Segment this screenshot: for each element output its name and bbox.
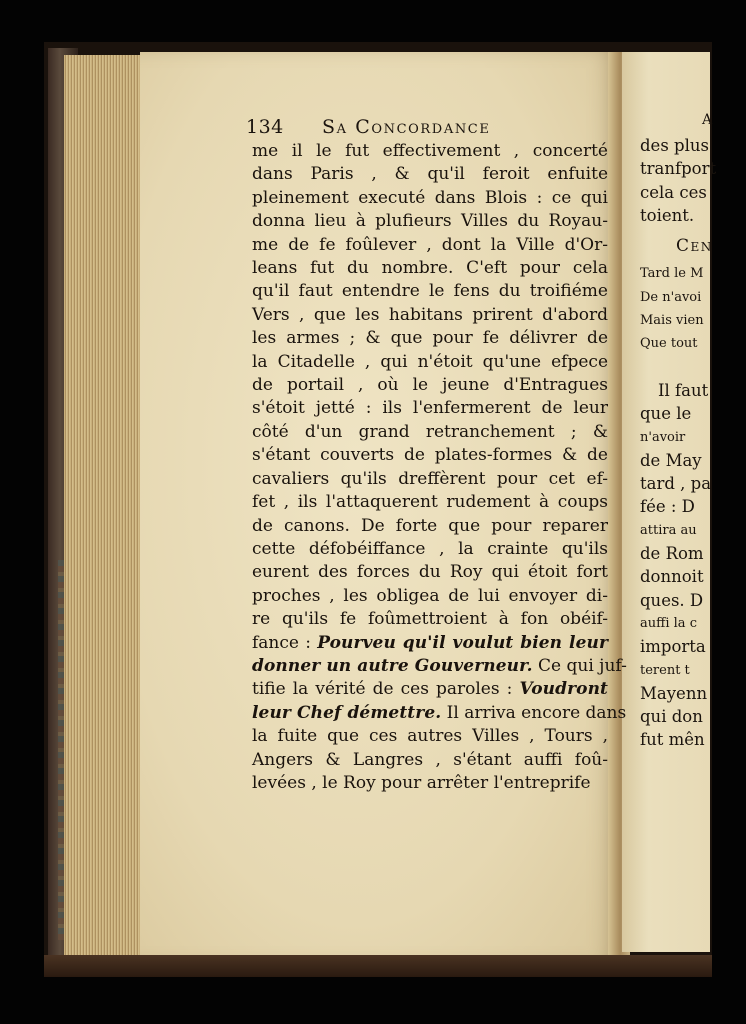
text-line [252,421,608,444]
text-segment: la Citadelle , qui n'étoit qu'une efpece [252,351,608,372]
right-text-line: auffi la c [640,615,697,631]
text-segment: leans fut du nombre. C'eft pour cela [252,258,608,279]
text-line [252,444,608,467]
text-line [252,163,608,186]
text-segment: Il arriva encore dans [441,702,627,723]
text-segment: donna lieu à plufieurs Villes du Royau- [252,211,608,232]
text-segment: fet , ils l'attaquerent rudement à coups [252,492,608,513]
text-segment: eurent des forces du Roy qui étoit fort [252,562,608,583]
text-line [252,515,608,538]
right-text-line: que le [640,404,692,424]
text-segment: de portail , où le jeune d'Entragues [252,375,608,396]
right-text-line: qui don [640,707,703,727]
text-line [252,772,608,795]
text-line [252,538,608,561]
italic-quote: leur Chef démettre. [252,702,442,723]
right-text-line: donnoit [640,567,704,587]
text-segment: me de fe foûlever , dont la Ville d'Or- [252,234,608,255]
text-segment: tifie la vérité de ces paroles : [252,679,520,700]
text-segment: la fuite que ces autres Villes , Tours , [252,726,608,747]
left-page-text [252,140,627,795]
text-segment: s'étoit jetté : ils l'enfermerent de leur [252,398,608,419]
text-segment: Ce qui juf- [532,655,627,676]
right-text-line: ques. D [640,590,704,610]
text-line [252,561,608,584]
right-text-line: terent t [640,662,690,678]
right-text-line: Que tout [640,336,698,352]
right-text-line: toient. [640,205,695,225]
text-line [252,397,608,420]
italic-quote: Pourveu qu'il voulut bien leur [317,632,608,653]
text-segment: levées , le Roy pour arrêter l'entreprife [252,772,591,793]
text-line [252,749,608,772]
italic-quote: donner un autre Gouverneur. [252,655,533,676]
text-segment: cavaliers qu'ils dreffèrent pour cet ef- [252,468,608,489]
right-text-line: Tard le M [640,266,704,282]
text-segment: Vers , que les habitans prirent d'abord [252,304,608,325]
text-segment: les armes ; & que pour fe délivrer de [252,328,608,349]
right-text-line: tranfport [640,159,717,179]
text-line [252,280,608,303]
text-line [252,210,608,233]
text-line [252,257,608,280]
text-line [252,585,608,608]
text-line [252,725,608,748]
text-line [252,351,608,374]
text-line [252,702,627,725]
bottom-board [44,955,712,977]
text-segment: Angers & Langres , s'étant auffi foû- [252,749,608,770]
page-header [246,116,608,142]
text-segment: proches , les obligea de lui envoyer di- [252,585,608,606]
text-segment: cette défobéiffance , la crainte qu'ils [252,538,608,559]
text-line [252,468,608,491]
right-text-line: Mayenn [640,683,708,703]
text-line [252,304,608,327]
right-page-text [640,134,730,752]
running-head: Sa Concordance [322,116,491,138]
text-segment: pleinement executé dans Blois : ce qui [252,187,608,208]
text-line [252,187,608,210]
text-segment: re qu'ils fe foûmettroient à fon obéif- [252,609,608,630]
text-line [252,491,608,514]
right-text-line: importa [640,637,706,657]
right-text-line: Cen [676,236,713,257]
right-text-line: de May [640,450,702,470]
text-line [252,655,627,678]
right-text-line: fut mên [640,730,705,750]
right-text-line [640,356,730,379]
right-text-line: cela ces [640,182,707,202]
text-segment: côté d'un grand retranchement ; & [252,421,608,442]
right-text-line: Mais vien [640,313,704,329]
text-line [252,140,608,163]
text-segment: s'étant couverts de plates-formes & de [252,445,608,466]
text-segment: me il le fut effectivement , concerté [252,141,608,161]
text-line [252,374,608,397]
page-edges [64,55,145,960]
text-line [252,327,608,350]
italic-quote: Voudront [519,679,608,700]
right-text-line: fée : D [640,497,695,517]
text-line [252,234,608,257]
text-line [252,632,608,655]
right-text-line: Il faut [658,380,709,400]
right-text-line: n'avoir [640,429,686,445]
right-page-corner: A [702,112,713,128]
right-text-line: de Rom [640,544,704,564]
text-segment: qu'il faut entendre le fens du troifiéme [252,281,608,302]
text-line [252,608,608,631]
right-text-line: attira au [640,522,697,538]
text-segment: fance : [252,632,318,653]
page-number: 134 [246,116,284,138]
right-text-line: De n'avoi [640,289,702,305]
text-segment: de canons. De forte que pour reparer [252,515,608,536]
text-line [252,678,608,701]
text-segment: dans Paris , & qu'il feroit enfuite [252,164,608,185]
right-text-line: tard , pa [640,474,712,494]
right-text-line: des plus [640,136,709,155]
